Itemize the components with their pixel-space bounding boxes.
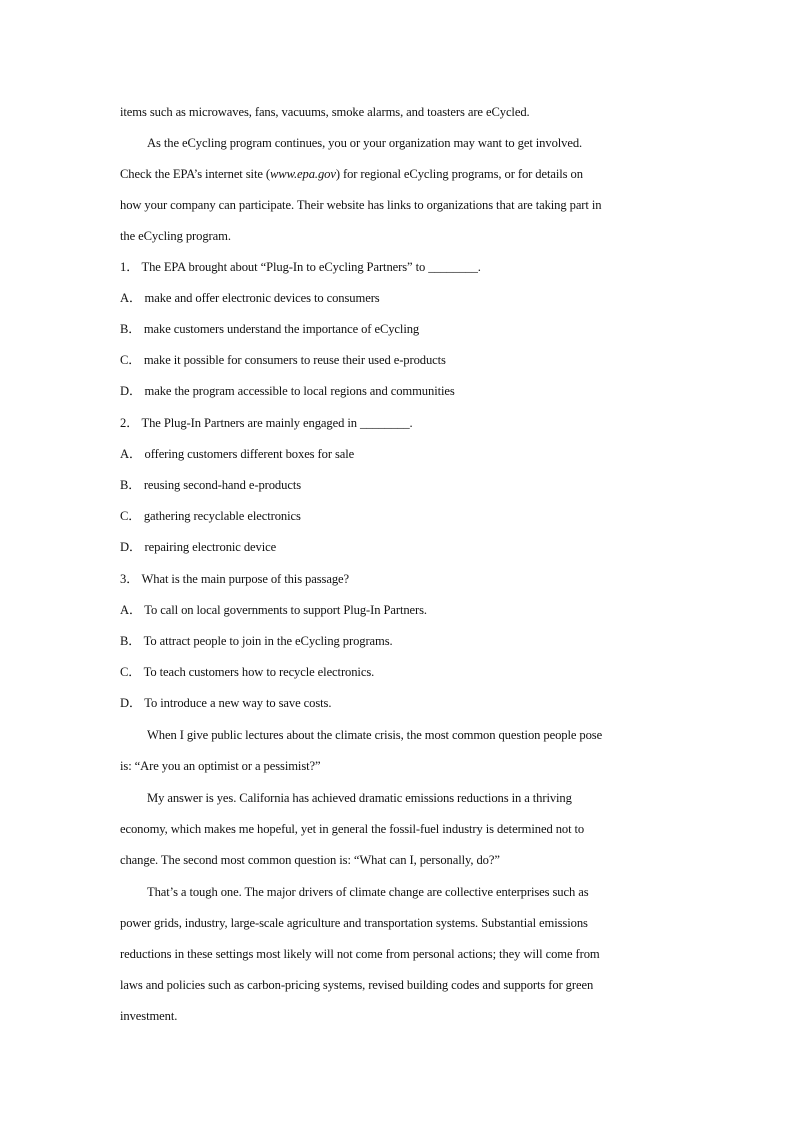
passage-b-line-7: power grids, industry, large-scale agriculture and transportation systems. Substantial emissions (120, 916, 588, 930)
passage-b-line-5: change. The second most common question is: “What can I, personally, do?” (120, 853, 500, 867)
passage-b-line-10: investment. (120, 1009, 178, 1023)
question-3-option-b: B． To attract people to join in the eCycling programs. (120, 634, 393, 648)
question-3-option-c: C． To teach customers how to recycle electronics. (120, 665, 375, 679)
question-1-option-b: B． make customers understand the importance of eCycling (120, 322, 420, 336)
epa-website-link: www.epa.gov (270, 167, 336, 181)
passage-a-line-5: the eCycling program. (120, 229, 231, 243)
question-1-option-c: C． make it possible for consumers to reuse their used e-products (120, 353, 446, 367)
question-1-option-d: D． make the program accessible to local regions and communities (120, 384, 455, 398)
passage-b-line-8: reductions in these settings most likely will not come from personal actions; they will come from (120, 947, 600, 961)
question-2-stem: 2． The Plug-In Partners are mainly engaged in ________. (120, 416, 413, 430)
question-1-stem: 1． The EPA brought about “Plug-In to eCycling Partners” to ________. (120, 260, 481, 274)
passage-b-line-1: When I give public lectures about the climate crisis, the most common question people pose (147, 728, 603, 742)
question-3-stem: 3． What is the main purpose of this passage? (120, 572, 350, 586)
question-3-option-d: D． To introduce a new way to save costs. (120, 696, 332, 710)
passage-b-line-9: laws and policies such as carbon-pricing systems, revised building codes and supports for green (120, 978, 594, 992)
question-2-option-d: D． repairing electronic device (120, 540, 277, 554)
passage-a-line-3 (120, 166, 680, 182)
passage-a-line-3-pre: Check the EPA’s internet site ( (120, 167, 270, 181)
question-1-option-a: A． make and offer electronic devices to consumers (120, 291, 380, 305)
passage-a-line-4: how your company can participate. Their website has links to organizations that are taking part in (120, 198, 602, 212)
passage-b-line-6: That’s a tough one. The major drivers of climate change are collective enterprises such as (147, 885, 589, 899)
passage-a-line-3-post: ) for regional eCycling programs, or for details on (335, 167, 583, 181)
question-2-option-c: C． gathering recyclable electronics (120, 509, 301, 523)
passage-b-line-2: is: “Are you an optimist or a pessimist?” (120, 759, 321, 773)
question-3-option-a: A． To call on local governments to support Plug-In Partners. (120, 603, 427, 617)
passage-a-line-2: As the eCycling program continues, you or your organization may want to get involved. (147, 136, 583, 150)
question-2-option-a: A． offering customers different boxes for sale (120, 447, 355, 461)
passage-b-line-4: economy, which makes me hopeful, yet in general the fossil-fuel industry is determined not to (120, 822, 585, 836)
passage-b-line-3: My answer is yes. California has achieved dramatic emissions reductions in a thriving (147, 791, 572, 805)
passage-a-line-1: items such as microwaves, fans, vacuums, smoke alarms, and toasters are eCycled. (120, 105, 530, 119)
question-2-option-b: B． reusing second-hand e-products (120, 478, 302, 492)
